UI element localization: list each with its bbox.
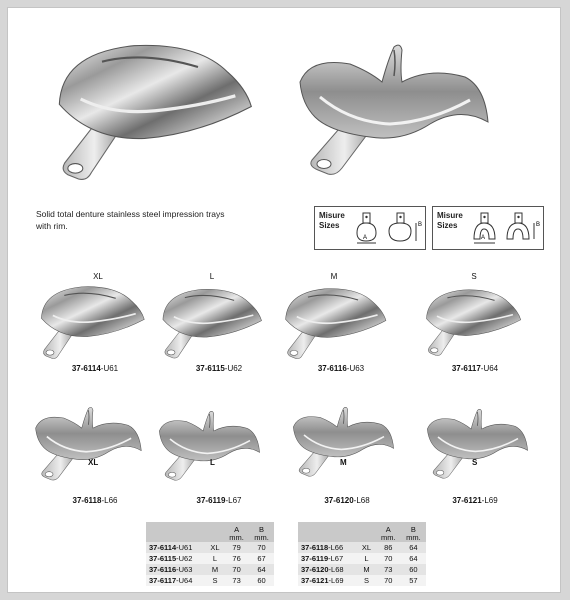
product-code-37-6120: 37-6120-L68 [324, 496, 370, 505]
table-row [146, 542, 274, 553]
table-cell-a: 76 [224, 553, 249, 564]
upper-tray-hero-image [38, 30, 262, 200]
table-cell-b: 70 [249, 542, 274, 553]
table-cell-a: 73 [376, 564, 401, 575]
product-code-37-6119: 37-6119-L67 [196, 496, 242, 505]
dimension-table-lower [298, 522, 426, 586]
measure-sizes-label: Misure Sizes [319, 211, 345, 230]
dimension-b-label: B [536, 222, 541, 228]
upper-tray-s-image [416, 286, 526, 362]
dimension-a-label: A [363, 235, 368, 241]
product-code-37-6116: 37-6116-U63 [317, 364, 365, 373]
dimension-b-label: B [418, 222, 423, 228]
size-label-xl: XL [93, 272, 103, 281]
table-cell-b: 64 [401, 542, 426, 553]
product-code-37-6114: 37-6114-U61 [71, 364, 119, 373]
lower-tray-hero-image [290, 22, 500, 202]
table-cell-a: 73 [224, 575, 249, 586]
table-cell-code: 37-6118-L66 [298, 542, 357, 553]
table-cell-b: 64 [401, 553, 426, 564]
measure-sizes-diagram-upper [314, 206, 426, 250]
lower-tray-xl-image [30, 400, 148, 490]
table-header-b: B mm. [401, 522, 426, 542]
table-cell-size: M [206, 564, 224, 575]
table-cell-code: 37-6115-U62 [146, 553, 206, 564]
table-cell-size: S [206, 575, 224, 586]
size-label-s: S [472, 458, 478, 467]
table-header-cell [357, 522, 376, 542]
measure-sizes-label: Misure Sizes [437, 211, 463, 230]
table-header [298, 522, 426, 542]
upper-tray-xl-image [30, 284, 150, 364]
catalog-page [8, 8, 560, 592]
table-cell-size: S [357, 575, 376, 586]
product-code-37-6118: 37-6118-L66 [72, 496, 118, 505]
table-cell-a: 79 [224, 542, 249, 553]
table-cell-size: L [206, 553, 224, 564]
table-row [298, 575, 426, 586]
table-header-a: A mm. [224, 522, 249, 542]
table-cell-code: 37-6117-U64 [146, 575, 206, 586]
product-description: Solid total denture stainless steel impression trays with rim. [36, 209, 225, 231]
dimension-table-upper [146, 522, 274, 586]
table-cell-code: 37-6119-L67 [298, 553, 357, 564]
table-cell-a: 86 [376, 542, 401, 553]
table-cell-size: M [357, 564, 376, 575]
table-cell-b: 60 [249, 575, 274, 586]
upper-tray-m-image [274, 286, 392, 364]
table-header-a: A mm. [376, 522, 401, 542]
table-row [298, 564, 426, 575]
table-header-cell [206, 522, 224, 542]
table-row [298, 542, 426, 553]
table-row [146, 553, 274, 564]
table-cell-size: XL [357, 542, 376, 553]
size-label-m: M [330, 272, 338, 281]
product-code-37-6117: 37-6117-U64 [451, 364, 499, 373]
table-cell-code: 37-6121-L69 [298, 575, 357, 586]
table-cell-b: 64 [249, 564, 274, 575]
table-cell-b: 67 [249, 553, 274, 564]
table-header-b: B mm. [249, 522, 274, 542]
size-label-s: S [471, 272, 477, 281]
table-cell-b: 57 [401, 575, 426, 586]
table-row [298, 553, 426, 564]
table-cell-code: 37-6114-U61 [146, 542, 206, 553]
table-row [146, 575, 274, 586]
table-cell-size: L [357, 553, 376, 564]
measure-sizes-diagram-lower [432, 206, 544, 250]
upper-tray-l-image [152, 286, 267, 364]
size-label-l: L [210, 458, 215, 467]
product-code-37-6121: 37-6121-L69 [452, 496, 498, 505]
size-label-m: M [340, 458, 347, 467]
lower-tray-l-image [154, 404, 266, 490]
lower-tray-m-image [288, 400, 400, 486]
product-code-37-6115: 37-6115-U62 [195, 364, 243, 373]
size-label-xl: XL [88, 458, 99, 467]
table-cell-b: 60 [401, 564, 426, 575]
table-header-cell [298, 522, 357, 542]
table-cell-a: 70 [376, 553, 401, 564]
table-cell-code: 37-6120-L68 [298, 564, 357, 575]
table-header [146, 522, 274, 542]
lower-tray-s-image [422, 400, 534, 490]
table-cell-code: 37-6116-U63 [146, 564, 206, 575]
table-cell-size: XL [206, 542, 224, 553]
table-row [146, 564, 274, 575]
dimension-a-label: A [481, 235, 486, 241]
table-cell-a: 70 [376, 575, 401, 586]
table-header-cell [146, 522, 206, 542]
table-cell-a: 70 [224, 564, 249, 575]
size-label-l: L [209, 272, 215, 281]
